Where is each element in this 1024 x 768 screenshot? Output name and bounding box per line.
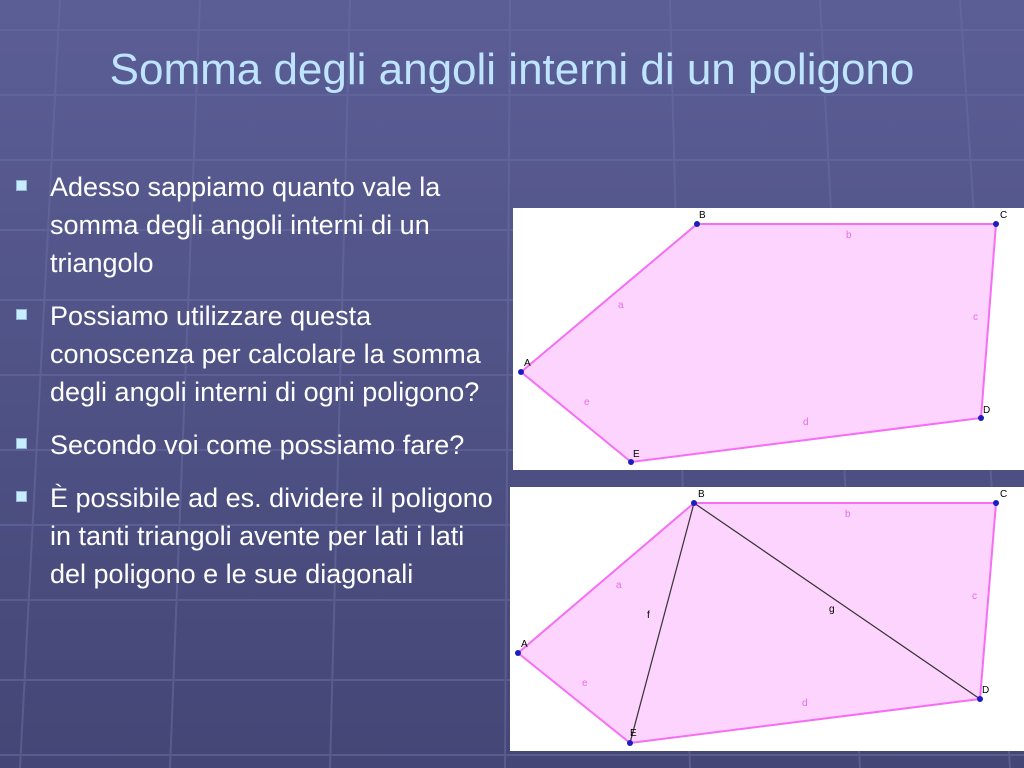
pentagon-shape	[518, 503, 996, 743]
polygon-diagram	[513, 208, 1024, 470]
vertex-label-b: B	[698, 489, 705, 500]
side-label-a: a	[616, 580, 622, 591]
diagonal-label-f: f	[647, 610, 650, 621]
vertex-label-d: D	[982, 685, 990, 696]
square-bullet-icon	[16, 491, 27, 502]
bullet-text: Adesso sappiamo quanto vale la somma degli angoli interni di un triangolo	[50, 172, 441, 278]
side-label-c: c	[973, 312, 978, 323]
square-bullet-icon	[16, 438, 27, 449]
vertex-point-a	[515, 650, 521, 656]
side-label-d: d	[802, 698, 808, 709]
vertex-label-e: E	[633, 449, 640, 460]
vertex-point-b	[694, 221, 700, 227]
side-label-b: b	[846, 230, 852, 241]
polygon-figure-top	[513, 208, 1024, 470]
vertex-label-d: D	[983, 405, 991, 416]
slide-title: Somma degli angoli interni di un poligono	[109, 45, 915, 94]
square-bullet-icon	[16, 309, 27, 320]
side-label-d: d	[803, 417, 809, 428]
bullet-text: È possibile ad es. dividere il poligono in tanti triangoli avente per lati i lati del poligono e le sue diagonali	[50, 483, 493, 589]
vertex-label-a: A	[524, 358, 531, 369]
polygon-figure-bottom	[510, 487, 1024, 751]
side-label-c: c	[972, 591, 977, 602]
bullet-list	[14, 168, 494, 608]
vertex-label-e: E	[630, 728, 637, 739]
side-label-b: b	[845, 509, 851, 520]
vertex-label-c: C	[1000, 489, 1008, 500]
bullet-item	[14, 297, 494, 411]
vertex-point-c	[993, 500, 999, 506]
vertex-point-b	[691, 500, 697, 506]
bullet-item	[14, 168, 494, 282]
bullet-text: Secondo voi come possiamo fare?	[50, 430, 465, 460]
side-label-a: a	[618, 300, 624, 311]
bullet-item	[14, 479, 494, 593]
vertex-point-d	[977, 696, 983, 702]
bullet-text: Possiamo utilizzare questa conoscenza per calcolare la somma degli angoli interni di ogni poligono?	[50, 301, 481, 407]
diagonal-label-g: g	[829, 604, 835, 615]
vertex-point-c	[993, 221, 999, 227]
vertex-label-a: A	[521, 639, 528, 650]
square-bullet-icon	[16, 180, 27, 191]
vertex-point-a	[518, 369, 524, 375]
side-label-e: e	[584, 397, 590, 408]
vertex-label-c: C	[1000, 210, 1008, 221]
polygon-diagram-with-diagonals	[510, 487, 1024, 751]
side-label-e: e	[582, 678, 588, 689]
vertex-point-e	[627, 740, 633, 746]
vertex-label-b: B	[699, 210, 706, 221]
bullet-item	[14, 426, 494, 464]
pentagon-shape	[521, 224, 996, 462]
